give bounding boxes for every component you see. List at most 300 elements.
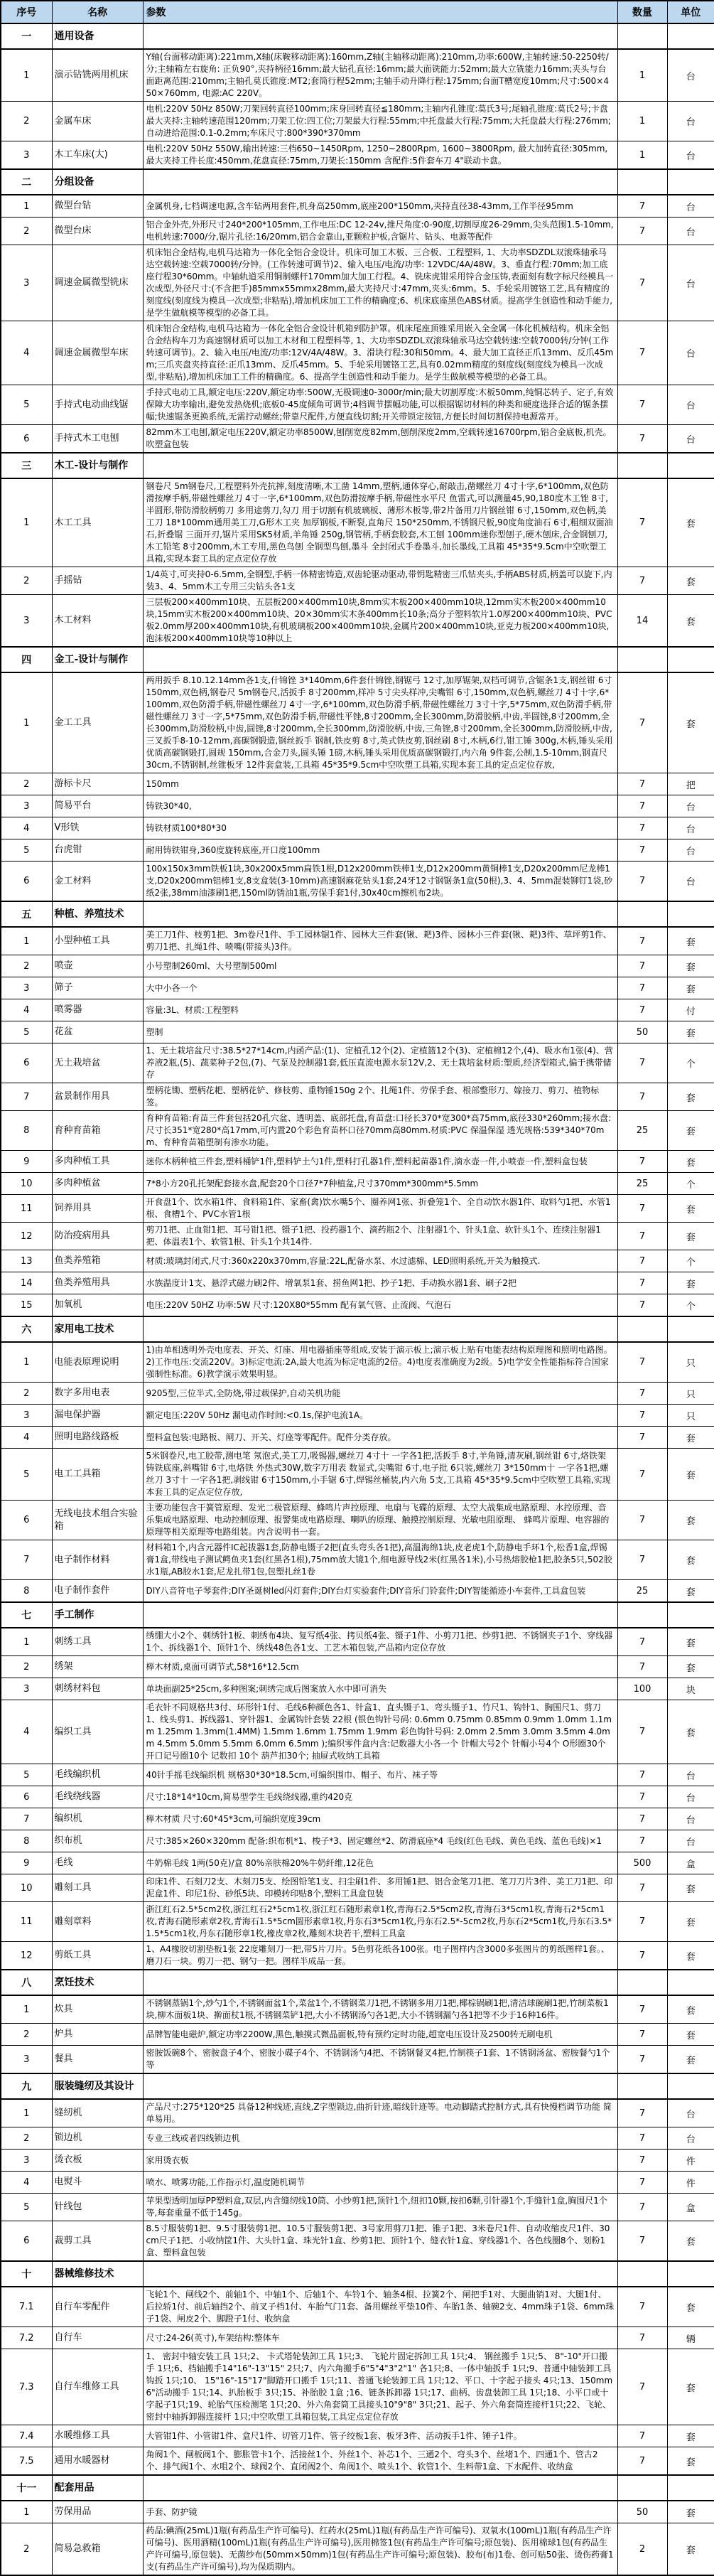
table-row: [1, 1449, 714, 1501]
row-name-cell: 游标卡尺: [52, 773, 143, 795]
row-name-cell: 鱼类养殖用具: [52, 1272, 143, 1294]
row-qty-cell: 7: [617, 1995, 667, 2024]
row-unit-cell: 台: [667, 49, 714, 102]
row-no-cell: 7: [1, 1083, 52, 1111]
row-qty-cell: 50: [617, 1021, 667, 1043]
row-no-cell: 3: [1, 2046, 52, 2074]
row-no-cell: 14: [1, 1272, 52, 1294]
section-unit-cell: [667, 169, 714, 195]
row-name-cell: 针线包: [52, 2194, 143, 2221]
table-row: [1, 1111, 714, 1151]
table-row: [1, 773, 714, 795]
row-unit-cell: 台: [667, 1808, 714, 1830]
row-unit-cell: 套: [667, 2349, 714, 2425]
row-qty-cell: 7: [617, 927, 667, 955]
row-unit-cell: 套: [667, 1902, 714, 1942]
table-row: [1, 2024, 714, 2046]
row-no-cell: 5: [1, 1021, 52, 1043]
header-qty: 数量: [617, 1, 667, 23]
row-name-cell: 金属车床: [52, 102, 143, 141]
table-row: [1, 195, 714, 218]
table-row: [1, 1874, 714, 1902]
row-name-cell: 锁边机: [52, 2127, 143, 2150]
row-no-cell: 7.1: [1, 2287, 52, 2327]
row-unit-cell: 台: [667, 862, 714, 902]
row-params-cell: 塑制: [143, 1021, 617, 1043]
row-unit-cell: 块: [667, 1678, 714, 1700]
row-no-cell: 9: [1, 1852, 52, 1874]
row-qty-cell: 7: [617, 2327, 667, 2349]
table-row: [1, 1383, 714, 1405]
section-name-cell: 种植、养殖技术: [52, 901, 143, 927]
row-no-cell: 1: [1, 672, 52, 773]
row-name-cell: 电能表原理说明: [52, 1342, 143, 1383]
table-row: [1, 1173, 714, 1195]
row-no-cell: 1: [1, 195, 52, 218]
table-row: [1, 2501, 714, 2523]
row-qty-cell: 50: [617, 2501, 667, 2523]
row-unit-cell: 套: [667, 2046, 714, 2074]
section-qty-cell: [617, 1316, 667, 1342]
row-unit-cell: 台: [667, 195, 714, 218]
row-name-cell: 电熨斗: [52, 2172, 143, 2194]
row-qty-cell: 25: [617, 1580, 667, 1603]
row-no-cell: 3: [1, 795, 52, 817]
row-name-cell: 雕刻章料: [52, 1902, 143, 1942]
row-unit-cell: 套: [667, 1449, 714, 1501]
section-no-cell: 二: [1, 169, 52, 195]
row-unit-cell: 套: [667, 1628, 714, 1656]
row-params-cell: 榉木材质,桌面可调节式,58*16*12.5cm: [143, 1656, 617, 1678]
row-qty-cell: 7: [617, 1786, 667, 1808]
row-no-cell: 5: [1, 839, 52, 862]
section-no-cell: 十: [1, 2261, 52, 2287]
row-name-cell: 多肉种植工具: [52, 1151, 143, 1173]
row-no-cell: 4: [1, 1427, 52, 1449]
section-qty-cell: [617, 2475, 667, 2501]
row-no-cell: 6: [1, 862, 52, 902]
row-name-cell: 刺绣材料包: [52, 1678, 143, 1700]
row-no-cell: 6: [1, 2221, 52, 2262]
section-params-cell: [143, 23, 617, 49]
table-row: [1, 1223, 714, 1250]
row-unit-cell: 盒: [667, 1852, 714, 1874]
row-unit-cell: 只: [667, 1405, 714, 1427]
row-unit-cell: 套: [667, 1272, 714, 1294]
row-qty-cell: 7: [617, 2172, 667, 2194]
table-row: [1, 1151, 714, 1173]
row-params-cell: 额定电压:220V 50Hz 漏电动作时间:<0.1s,保护电流1A。: [143, 1405, 617, 1427]
row-name-cell: 盆景制作用具: [52, 1083, 143, 1111]
row-params-cell: 两用扳手 8.10.12.14mm各1支,什锦锉 3*140mm,6件套什锦锉,钢锯弓 12寸,加厚锯架,双档可调节,含锯条1支,钢丝钳 6寸150mm,双色柄,钢卷尺 5m钢卷尺,活扳手 8寸200mm,样冲 5寸尖头样冲,尖嘴钳 6寸,150mm,双色柄,螺丝刀 4寸十字,6*100mm,双色防滑手柄,带磁性螺丝刀 4寸一字,6*100mm,双色防滑手柄,带磁性螺丝刀 3寸十字,5*75mm,双色防滑手柄,带磁性螺丝刀 3寸一字,5*75mm,双色防滑手柄,带磁性平锉,8寸200mm,全长300mm,防滑胶柄,中齿,半圆锉,8寸200mm,全长300mm,防滑胶柄,中齿,圆锉,8寸200mm,全长300mm,防滑胶柄,中齿,三角锉,8寸200mm,全长300mm,防滑胶柄,中齿,三叉扳手8-10-12mm,高碳钢锻造,钢丝扳手 钢制,铁皮剪 8寸,英式铁皮剪,钢丝刷 8寸,木柄,6行,钳工锤 300g,木柄,锤头采用优质高碳钢锻打,圆规 150mm,合金刀头,圆头锤 1磅,木柄,锤头采用优质高碳钢锻打,内六角 9件套,公制,1.5-10mm,钢直尺 30cm,不锈钢制,丝锥板牙 12件套盒装,工具箱 45*35*9.5cm中空吹塑工具箱,实现本套工具的定点定位存放,: [143, 672, 617, 773]
row-name-cell: 小型种植工具: [52, 927, 143, 955]
row-unit-cell: 套: [667, 1111, 714, 1151]
row-no-cell: 3: [1, 141, 52, 170]
section-no-cell: 十一: [1, 2475, 52, 2501]
row-unit-cell: 个: [667, 1294, 714, 1317]
row-qty-cell: 7: [617, 839, 667, 862]
row-name-cell: 木工工具: [52, 478, 143, 567]
table-row: [1, 1272, 714, 1294]
row-name-cell: 鱼类养殖箱: [52, 1250, 143, 1272]
row-qty-cell: 7: [617, 1083, 667, 1111]
row-no-cell: 3: [1, 2150, 52, 2172]
section-qty-cell: [617, 169, 667, 195]
row-unit-cell: 付: [667, 999, 714, 1021]
row-qty-cell: 7: [617, 567, 667, 595]
row-qty-cell: 7: [617, 195, 667, 218]
section-no-cell: 四: [1, 647, 52, 672]
row-unit-cell: 套: [667, 595, 714, 648]
row-name-cell: 炊具: [52, 1995, 143, 2024]
row-unit-cell: 套: [667, 977, 714, 999]
row-params-cell: 1、A4橡胶切割垫板1张 22度雕刻刀一把,带5片刀片。5色剪花纸各100张。电子图样内含3000多张图片的剪纸图样1套。、磨刀石一块。剪刀一把、钢勺一把。图样半成品一套。: [143, 1942, 617, 1970]
row-no-cell: 2: [1, 2523, 52, 2576]
row-name-cell: 编织机: [52, 1808, 143, 1830]
row-params-cell: 绣绷大小2个、刺绣针1板、刺绣布4块、复写纸4张、拷贝纸4张、镊子1件、小剪刀1把、纱剪1把、不锈钢夹子1个、穿线器1个、拆线器1个、顶针1个、绣线48色各1支、工艺木箱包装,产品箱内定位存放: [143, 1628, 617, 1656]
section-row: [1, 901, 714, 927]
section-unit-cell: [667, 901, 714, 927]
row-name-cell: 电子制作套件: [52, 1580, 143, 1603]
row-no-cell: 4: [1, 817, 52, 839]
table-row: [1, 1678, 714, 1700]
row-no-cell: 1: [1, 1628, 52, 1656]
row-params-cell: 9205型,三位半式,全防烧,带过载保护,自动关机功能: [143, 1383, 617, 1405]
table-row: [1, 839, 714, 862]
row-qty-cell: 7: [617, 2349, 667, 2425]
row-name-cell: 自行车: [52, 2327, 143, 2349]
row-params-cell: 主要功能包含干簧管原理、发光二极管原理、蜂鸣片声控原理、电扇与飞碟的原理、太空大战集成电路原理、水控原理、音乐集成电路原理、电动控制原理、报警集成电路原理、喇叭的原理、触摸控制原理、光敏电阻原理、 蜂鸣片原理、电容器的原理等相关原理等电路组装。内含说明书一套。: [143, 1501, 617, 1540]
table-row: [1, 862, 714, 902]
row-name-cell: 电子制作材料: [52, 1540, 143, 1580]
row-no-cell: 15: [1, 1294, 52, 1317]
row-name-cell: 缝纫机: [52, 2099, 143, 2127]
row-qty-cell: 1: [617, 49, 667, 102]
row-no-cell: 1: [1, 1995, 52, 2024]
row-name-cell: 炉具: [52, 2024, 143, 2046]
row-params-cell: 家用烫衣板: [143, 2150, 617, 2172]
row-qty-cell: 7: [617, 2194, 667, 2221]
section-unit-cell: [667, 2475, 714, 2501]
row-name-cell: 无土栽培盆: [52, 1043, 143, 1083]
row-name-cell: 防治疫病用具: [52, 1223, 143, 1250]
table-row: [1, 1405, 714, 1427]
row-unit-cell: 套: [667, 478, 714, 567]
table-row: [1, 1830, 714, 1852]
row-name-cell: 手持式木工电刨: [52, 425, 143, 454]
row-name-cell: 微型台钻: [52, 195, 143, 218]
row-params-cell: 机床铝合金结构,电机马达箱为一体化全铝合金设计机箱到防护罩。机床尾座顶锥采用嵌入全金属一体化机械结构。机床全铝合金结构车刀为高速钢材质可以加工木材和工程塑料等, 1、大功率SDZDL双滚珠轴承马达空载转速:空载7000转/分钟(工作转速可调节)。2、输入电压/电流/功率:12V/4A/48W。3、滑块行程:30和50mm。4、最大加工直径正爪13mm、反爪45mm;三爪夹盘夹持直径:正爪13mm、反爪45mm。5、手轮采用镀铬工艺,具有0.02mm精度的刻度线(刻度线为模具一次成型,非粘贴),增加机床加工工件的精确度。6、提高学生创造性和动手能力。是学生做航模等模型的必备工具。: [143, 321, 617, 385]
section-row: [1, 1970, 714, 1995]
row-params-cell: 手套、防护镜: [143, 2501, 617, 2523]
row-qty-cell: 7: [617, 2046, 667, 2074]
row-params-cell: Y轴(台面移动距离):221mm,X轴(床鞍移动距离):160mm,Z轴(主轴移动距离):210mm,功率:600W,主轴转速:50-2250转/分;主轴箱左右旋角: 正负90°,夹持柄径16mm;最大钻孔直径:16mm;最大面铣能力:52mm;最大立铣能力16mm;夹头与台面距离范围:210mm;主轴孔莫氏锥度:MT2;套筒行程52mm;主轴手动升降行程:175mm;台面T槽宽度10mm;尺寸:500×450×760mm, 电源:AC 220V。: [143, 49, 617, 102]
row-no-cell: 3: [1, 245, 52, 321]
row-unit-cell: 套: [667, 2287, 714, 2327]
table-row: [1, 2523, 714, 2576]
row-no-cell: 2: [1, 218, 52, 245]
row-no-cell: 5: [1, 1764, 52, 1786]
row-qty-cell: 7: [617, 321, 667, 385]
row-params-cell: DIY八音符电子琴套件;DIY圣诞树led闪灯套件;DIY台灯实验套件;DIY音乐门铃套件;DIY智能循迹小车套件,工具盒包装: [143, 1580, 617, 1603]
row-qty-cell: 1: [617, 141, 667, 170]
section-params-cell: [143, 1970, 617, 1995]
row-qty-cell: 7: [617, 2287, 667, 2327]
row-qty-cell: 25: [617, 1173, 667, 1195]
row-name-cell: 无线电技术组合实验箱: [52, 1501, 143, 1540]
row-name-cell: 手持式电动曲线锯: [52, 385, 143, 425]
row-name-cell: 餐具: [52, 2046, 143, 2074]
table-row: [1, 1902, 714, 1942]
section-name-cell: 器械维修技术: [52, 2261, 143, 2287]
row-no-cell: 4: [1, 2172, 52, 2194]
row-qty-cell: 7: [617, 1405, 667, 1427]
row-params-cell: 喷水、喷雾功能,工作指示灯,温度随机调节: [143, 2172, 617, 2194]
section-unit-cell: [667, 1316, 714, 1342]
row-unit-cell: 台: [667, 817, 714, 839]
section-row: [1, 2261, 714, 2287]
table-row: [1, 425, 714, 454]
row-qty-cell: 1: [617, 102, 667, 141]
row-name-cell: 木工材料: [52, 595, 143, 648]
table-header: [1, 1, 714, 23]
section-unit-cell: [667, 2073, 714, 2099]
row-qty-cell: 7: [617, 1656, 667, 1678]
section-name-cell: 服装缝纫及其设计: [52, 2073, 143, 2099]
row-params-cell: 密胺饭碗8个、密胺盘子4个、密胺小碟子4个、不锈钢汤勺4把、不锈钢餐叉4把,竹制筷子1套、1不锈钢汤盆、密胺餐勺1个等: [143, 2046, 617, 2074]
row-unit-cell: 件: [667, 2150, 714, 2172]
row-no-cell: 7.2: [1, 2327, 52, 2349]
row-unit-cell: 套: [667, 2447, 714, 2476]
row-qty-cell: 7: [617, 2127, 667, 2150]
row-no-cell: 10: [1, 1874, 52, 1902]
row-params-cell: 专业三线或者四线锁边机: [143, 2127, 617, 2150]
table-row: [1, 49, 714, 102]
row-name-cell: 绣架: [52, 1656, 143, 1678]
table-row: [1, 817, 714, 839]
table-row: [1, 141, 714, 170]
row-unit-cell: 台: [667, 141, 714, 170]
section-qty-cell: [617, 1602, 667, 1628]
row-qty-cell: 7: [617, 1223, 667, 1250]
row-name-cell: 水暖维修工具: [52, 2425, 143, 2447]
row-name-cell: 织布机: [52, 1830, 143, 1852]
section-params-cell: [143, 169, 617, 195]
row-no-cell: 2: [1, 2024, 52, 2046]
table-row: [1, 1656, 714, 1678]
row-name-cell: 雕刻工具: [52, 1874, 143, 1902]
section-qty-cell: [617, 2073, 667, 2099]
row-name-cell: 照明电路线路板: [52, 1427, 143, 1449]
row-name-cell: 电工工具箱: [52, 1449, 143, 1501]
section-params-cell: [143, 1602, 617, 1628]
row-name-cell: 花盆: [52, 1021, 143, 1043]
row-name-cell: 漏电保护器: [52, 1405, 143, 1427]
row-unit-cell: 盒: [667, 2194, 714, 2221]
row-name-cell: 自行车零配件: [52, 2287, 143, 2327]
row-qty-cell: 7: [617, 2150, 667, 2172]
row-qty-cell: 7: [617, 1540, 667, 1580]
row-params-cell: 小号塑制260ml、大号塑制500ml: [143, 955, 617, 977]
row-qty-cell: 7: [617, 1151, 667, 1173]
row-params-cell: 容量:3L、材质:工程塑料: [143, 999, 617, 1021]
table-row: [1, 1852, 714, 1874]
table-row: [1, 2327, 714, 2349]
table-row: [1, 1501, 714, 1540]
row-no-cell: 3: [1, 1678, 52, 1700]
table-row: [1, 1043, 714, 1083]
row-no-cell: 4: [1, 1700, 52, 1764]
row-qty-cell: 7: [617, 1830, 667, 1852]
section-qty-cell: [617, 453, 667, 478]
row-unit-cell: 套: [667, 1700, 714, 1764]
row-params-cell: 1、无土栽培盆尺寸:38.5*27*14cm,内函产品:(1)、定植孔12个(2)、定植篮12个(3)、定植棉12个,(4)、吸水布1张(4)、营养液2瓶,(5)、蔬菜种子2包,(7)、气泵及控制器1套,低压直流电源水泵12V,2、无土栽培盆材质:塑质,经济型箱式,偏于携带储存: [143, 1043, 617, 1083]
row-qty-cell: 7: [617, 1250, 667, 1272]
row-qty-cell: 7: [617, 977, 667, 999]
table-row: [1, 478, 714, 567]
row-params-cell: 82mm木工电刨,额定电压220V,额定功率8500W,刨削宽度82mm,刨削深度2mm,空载转速16700rpm,铝合金底板,机壳。吹塑盒包装: [143, 425, 617, 454]
row-params-cell: 手持式电动工具,额定电压:220V,额定功率:500W,无极调速0-3000r/min;最大切割厚度:木板50mm,纯铜芯转子、定子,有效保障大功率输出,避免发热烧机;底板0-45度倾角可调节;4档调节摆幅功能,可以根据锯切材料的种类和硬度选择合适的锯条摆幅;快速锯条更换系统,无需拧动螺丝;带靠尺配件,方便直线切割;开关带锁定按钮,方便长时间切割保持电源常开。: [143, 385, 617, 425]
row-params-cell: 1/4英寸,可夹持0-6.5mm,全钢型,手柄一体精密铸造,双齿轮驱动驱动,带钥匙精密三爪钻夹头,手柄ABS材质,柄盖可以旋下,内装3、4、5mm木工专用三尖钻头各1支: [143, 567, 617, 595]
section-name-cell: 金工-设计与制作: [52, 647, 143, 672]
row-qty-cell: 7: [617, 1808, 667, 1830]
row-unit-cell: 套: [667, 1501, 714, 1540]
section-name-cell: 烹饪技术: [52, 1970, 143, 1995]
section-row: [1, 2475, 714, 2501]
row-qty-cell: 25: [617, 1111, 667, 1151]
row-qty-cell: 7: [617, 817, 667, 839]
row-name-cell: 调速金属微型铣床: [52, 245, 143, 321]
row-qty-cell: 7: [617, 1342, 667, 1383]
table-row: [1, 672, 714, 773]
section-row: [1, 169, 714, 195]
row-params-cell: 1)由单相透明外壳电度表、开关、灯座、用电器插座等组成,安装于演示板上;演示板上贴有电能表结构原理图和照明电路图。2)工作电压:交流220V。3)标定电流:2A,最大电流为标定电流的2倍。4)电度表准确度为2级。5)电学安全性能指标符合国家强制性标准。6)教学演示效果明显。: [143, 1342, 617, 1383]
row-unit-cell: 套: [667, 1942, 714, 1970]
row-no-cell: 5: [1, 385, 52, 425]
table-row: [1, 2194, 714, 2221]
header-params: 参数: [143, 1, 617, 23]
row-params-cell: 品牌智能电磁炉,额定功率2200W,黑色,触摸式微晶面板,特有预约定时功能,超宽电压设计及2500转无刷电机: [143, 2024, 617, 2046]
row-unit-cell: 套: [667, 1223, 714, 1250]
section-qty-cell: [617, 23, 667, 49]
row-unit-cell: 套: [667, 1195, 714, 1223]
row-name-cell: 演示钻铣两用机床: [52, 49, 143, 102]
table-row: [1, 1580, 714, 1603]
row-name-cell: 自行车维修工具: [52, 2349, 143, 2425]
row-qty-cell: 7: [617, 1043, 667, 1083]
row-name-cell: 毛线绕线器: [52, 1786, 143, 1808]
table-row: [1, 1808, 714, 1830]
row-no-cell: 2: [1, 1656, 52, 1678]
row-unit-cell: 套: [667, 2221, 714, 2262]
row-no-cell: 2: [1, 567, 52, 595]
section-unit-cell: [667, 1970, 714, 1995]
row-params-cell: 金属机身,七档调速电源,含车钻两用套件,机身高250mm,底座200*150mm,夹持直径38-43mm,工作半径95mm: [143, 195, 617, 218]
row-unit-cell: 套: [667, 1656, 714, 1678]
row-params-cell: 尺寸:18*14*10cm,简易型学生毛线绕线器,重约420克: [143, 1786, 617, 1808]
row-name-cell: 加氧机: [52, 1294, 143, 1317]
table-row: [1, 999, 714, 1021]
row-qty-cell: 7: [617, 2425, 667, 2447]
row-params-cell: 钢卷尺 5m钢卷尺,工程塑料外壳抗摔,刻度清晰,木工凿 14mm,塑柄,通体穿心,耐敲击,凿螺丝刀 4寸十字,6*100mm,双色防滑按摩手柄,带磁性螺丝刀 4寸一字,6*100mm,双色防滑按摩手柄,带磁性水平尺 鱼雷式,可以测量45,90,180度木工锉 8寸,半圆形,带防滑胶柄剪刀 多用途剪刀,勾刀 用于切割有机玻璃板、薄形木板等,带2片备用刀片钢丝钳 6寸,150mm,双色柄,美工刀 18*100mm通用美工刀,G形木工夹 加厚钢板,不断裂,直角尺 150*250mm,不锈钢尺板,90度角度油石 6寸,粗细双面油石,折叠锯 三面开刃,锯片采用SK5材质,羊角锤 250g,钢管柄,手柄套胶套,木工刨 100mm迷你型刨子,硬木刨床,合金钢刨刀,木工铅笔 8寸200mm,木工专用,黑色鸟刨 全钢型鸟刨,墨斗 全封闭式手卷墨斗,加长墨线,工具箱 45*35*9.5cm中空吹塑工具箱,实现本套工具的定点定位存放: [143, 478, 617, 567]
header-no: 序号: [1, 1, 52, 23]
row-params-cell: 水族温度计1支、悬浮式磁力刷2件、增氧泵1套、捞鱼网1把、抄子1把、手动换水器1套、刷子2把: [143, 1272, 617, 1294]
row-qty-cell: 7: [617, 999, 667, 1021]
row-unit-cell: 套: [667, 1021, 714, 1043]
row-params-cell: 三层板200×400mm10块、五层板200×400mm10块,8mm实木板200×400mm10块,12mm实木板200×400mm10块,15mm实木板200×400mm10块、20×30mm实木条400mm长10条;高分子塑料软片1.0厚200×400mm10块、PVC板2.0mm厚200×400mm10块,有机玻璃板200×400mm10块,金属片200×400mm10块,亚克力板200×400mm10块,泡沫板200×400mm10块等10种以上: [143, 595, 617, 648]
row-qty-cell: 7: [617, 1764, 667, 1786]
row-name-cell: 金工工具: [52, 672, 143, 773]
row-params-cell: 1、 密封中轴安装工具 1只;2、 卡式塔轮装卸工具 1只;3、 飞轮片固定拆卸工具 1只;4、 钢丝搬手 1只;5、 8"-10"开口搬手 1只;6、档轴搬手14"16"-13"15" 2只;7、内六角搬手6"5"4"3"2"1" 各1只;8、一体中轴扳手 1只;9、普通中轴装卸工具钩扳 1只;10、 15"16"-15"17"脚踏开口搬手 1只;11、普通飞轮装卸工具 1只;12、平口、十字起子接头 4只;13、150mm6"活动搬手 1只;14、扒胎板手 3只;15、补胎胶 1盒 ;16、链条拆卸器 1只;17、曲柄、齿盘装卸工具 1只;18、小平口或十字起子1只;19、轮胎气压检测笔 1只;20、外六角套筒工具接头10"9"8" 3只;21、起子、外六角套筒连接杆1只;22、飞轮、密封中轴拆卸器连接杆 1只;中空吹塑工具箱包装,工具定点定位存放: [143, 2349, 617, 2425]
section-params-cell: [143, 901, 617, 927]
section-qty-cell: [617, 2261, 667, 2287]
row-name-cell: 筛子: [52, 977, 143, 999]
header-row: [1, 1, 714, 23]
table-body: [1, 23, 714, 2575]
row-unit-cell: 台: [667, 2099, 714, 2127]
row-name-cell: 简易急救箱: [52, 2523, 143, 2576]
row-params-cell: 飞轮1个、闸线2个、前轴1个、中轴1个、后轴1个、车铃1个、轴条4根、拉簧2个、闸把手1对、大腿曲销1对、大腿1付、后拉轿1付、前后轴挡2个、前叉子档1付、车胎气门1套、备用螺丝平垫10件、车胎1条、轴碗2支、4mm珠子1袋、6mm珠子1袋、闸皮2个、脚蹬子1付、收纳盒: [143, 2287, 617, 2327]
row-name-cell: 喷壶: [52, 955, 143, 977]
row-qty-cell: 7: [617, 245, 667, 321]
row-unit-cell: 只: [667, 1342, 714, 1383]
row-qty-cell: 14: [617, 595, 667, 648]
row-params-cell: 毛衣针不同规格共3付、环形针1付、毛线6种颜色各1、针盒1、直头镊子1、弯头镊子1、竹尺1、钩针1、胸围尺1、剪刀1、线头剪1、拆线器1、穿针器1、金属钩针套装 22根 (银色钩针号码: 0.6mm 0.75mm 0.85mm 0.9mm 1.0mm 1.1mm 1.25mm 1.3mm(1.4MM) 1.5mm 1.6mm 1.75mm 1.9mm 彩色钩针号码: 2.0mm 2.5mm 3.0mm 3.5mm 4.0mm 4.5mm 5.0mm 5.5mm 6.0mm 6.5mm );编织零件盒内含:记数器大小各一个 针帽大号2个 针帽小号4个 O形圈30个 开口记号圈10个 记数扣 10个 葫芦扣30个; 抽屉式收纳工具箱: [143, 1700, 617, 1764]
table-row: [1, 1250, 714, 1272]
section-row: [1, 647, 714, 672]
table-row: [1, 2099, 714, 2127]
table-row: [1, 955, 714, 977]
row-qty-cell: 7: [617, 385, 667, 425]
row-no-cell: 13: [1, 1250, 52, 1272]
row-no-cell: 12: [1, 1942, 52, 1970]
table-row: [1, 1942, 714, 1970]
row-no-cell: 1: [1, 2099, 52, 2127]
row-qty-cell: 7: [617, 1902, 667, 1942]
table-row: [1, 595, 714, 648]
section-name-cell: 配套用品: [52, 2475, 143, 2501]
row-params-cell: 剪刀1把、止血钳1把、耳号钳1把、镊子1把、投药器1个、滴药瓶2个、注射器1个、针头1盒、软针头1个、连续注射器1把、体温表1个、软管1根、针头1个共14件.: [143, 1223, 617, 1250]
row-no-cell: 8: [1, 1111, 52, 1151]
row-qty-cell: 2: [617, 2523, 667, 2576]
row-qty-cell: 7: [617, 862, 667, 902]
row-no-cell: 1: [1, 478, 52, 567]
row-qty-cell: 7: [617, 773, 667, 795]
table-row: [1, 218, 714, 245]
row-params-cell: 7*8小方20孔托架配套接水盘,配套20个口径7*7种植盆,尺寸370mm*300mm*5.5mm: [143, 1173, 617, 1195]
row-name-cell: 烫衣板: [52, 2150, 143, 2172]
row-qty-cell: 7: [617, 2221, 667, 2262]
row-unit-cell: 台: [667, 795, 714, 817]
section-no-cell: 六: [1, 1316, 52, 1342]
row-name-cell: 剪纸工具: [52, 1942, 143, 1970]
row-no-cell: 2: [1, 1383, 52, 1405]
row-params-cell: 材质:玻璃封闭式,尺寸:360x220x370mm,容量:22L,配备水泵、水过滤棉、LED照明系统,开关为触摸式.: [143, 1250, 617, 1272]
section-qty-cell: [617, 647, 667, 672]
row-params-cell: 药品:碘酒(25mL)1瓶(有药品生产许可编号)、红药水(25mL)1瓶(有药品生产许可编号)、双氧水(100mL)1瓶(有药品生产许可编号)、医用酒精(100mL)1瓶(有药品生产许可编号),医用棉签1包(有药品生产许可编号;原包装)、医用棉球1包(有药品生产许可编号,原包装)、无菌纱布(50mm×50mm)1包(有药品生产许可编号;原包装)、胶布(布)1卷、创可贴50张、烫伤药膏1支(有药品生产许可编号),均为保质期内。: [143, 2523, 617, 2576]
row-params-cell: 机床铝合金结构,电机马达箱为一体化全铝合金设计。机床可加工木板、三合板、工程塑料, 1、大功率SDZDL双滚珠轴承马达空载转速:空载7000转/分钟。(工作转速可调节)2、输入电压/电流/功率: 12VDC/4A/48W。3、垂直行程:70mm;加工底座行程30*60mm。中轴轨道采用铜制螺杆170mm加大加工行程。4、铣床虎钳采用锌合金压铸,表面刻有数字标尺经模具一次成型,外径尺寸:(不含把手)85mmx55mmx28mm,最大夹持尺寸:47mm,夹头:6mm。5、手轮采用镀铬工艺,具有精度的刻度线(刻度线为模具一次成型;非粘贴),增加机床加工工件的精确度;6、机床底座黑色ABS材质。提高学生创造性和动手能力,是学生做航模等模型的必备工具。: [143, 245, 617, 321]
section-no-cell: 九: [1, 2073, 52, 2099]
row-unit-cell: 台: [667, 218, 714, 245]
row-params-cell: 角阀1个、闸板阀1个、膨胀管卡1个、活接丝1个、外丝1个、补芯1个、三通2个、弯头3个、丝堵1个、四通1个、管古2个、排气阀1个、水咀2个、球阀2个、直闭阀2个、角阀1个、喷头1个、软管1个、生料带1盒、下水配件、收纳盒: [143, 2447, 617, 2476]
row-unit-cell: 套: [667, 2024, 714, 2046]
row-params-cell: 塑柄花锄、塑柄花耙、塑柄花铲、修枝剪、重物锤150g 2个、扎绳1件、劳保手套、根部整形刀、嫁接刀、剪刀、植物标签。: [143, 1083, 617, 1111]
row-unit-cell: 套: [667, 672, 714, 773]
row-params-cell: 大管钳1件、小管钳1件、盒尺1件、切管刀1件、管子绞板1套、板牙3件、活动扳手1件、锤子1件。: [143, 2425, 617, 2447]
row-unit-cell: 个: [667, 1043, 714, 1083]
row-params-cell: 产品尺寸:275*120*25 具备12种线迹,直线,Z字型锁边,曲折针迹,暗线针迹等。电动脚踏式控制方式,具有快慢档调节功能 简单易用。: [143, 2099, 617, 2127]
row-unit-cell: 件: [667, 2172, 714, 2194]
